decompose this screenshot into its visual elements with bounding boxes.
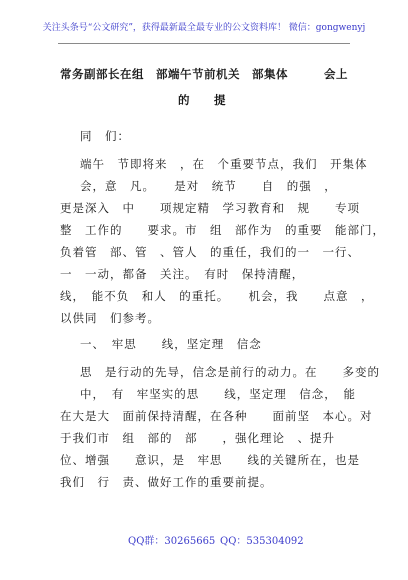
paragraph-line: 思 是行动的先导，信念是前行的动力。在 多变的: [80, 365, 380, 379]
paragraph-line: 会，意 凡。 是对 统节 自 的强 ，: [80, 179, 337, 193]
section-heading: 一、 牢思 线，坚定理 信念: [80, 337, 262, 351]
paragraph-line: 我们 行 责、做好工作的重要前提。: [60, 475, 273, 489]
header-divider: [58, 43, 350, 44]
paragraph-line: 更是深入 中 项规定精 学习教育和 规 专项: [60, 201, 360, 215]
paragraph-line: 中， 有 牢坚实的思 线，坚定理 信念， 能: [80, 387, 356, 401]
paragraph-line: 以供同 们参考。: [60, 311, 160, 325]
paragraph-line: 端午 节即将来 ，在 个重要节点，我们 开集体: [80, 157, 368, 171]
paragraph-line: 位、增强 意识，是 牢思 线的关键所在，也是: [60, 453, 360, 467]
paragraph-line: 线， 能不负 和人 的重托。 机会，我 点意 ，: [60, 289, 374, 303]
document-title-line-1: 常务副部长在组 部端午节前机关 部集体 会上: [60, 67, 348, 81]
document-title-line-2: 的 提: [178, 93, 226, 107]
paragraph-line: 一 一动，都备 关注。 有时 保持清醒，: [60, 267, 305, 281]
paragraph-line: 整 工作的 要求。市 组 部作为 的重要 能部门，: [60, 223, 385, 237]
salutation: 同 们：: [80, 129, 130, 143]
header-note: 关注头条号“公文研究”，获得最新最全最专业的公文资料库！ 微信：gongwenyj: [42, 23, 366, 33]
footer-qq-contact: QQ：535304092: [220, 536, 304, 547]
paragraph-line: 在大是大 面前保持清醒，在各种 面前坚 本心。对: [60, 409, 373, 423]
footer-qq-group: QQ群：30265665: [128, 536, 216, 547]
paragraph-line: 负着管 部、管 、管人 的重任，我们的一 一行、: [60, 245, 360, 259]
paragraph-line: 于我们市 组 部的 部 ，强化理论 、提升: [60, 431, 335, 445]
